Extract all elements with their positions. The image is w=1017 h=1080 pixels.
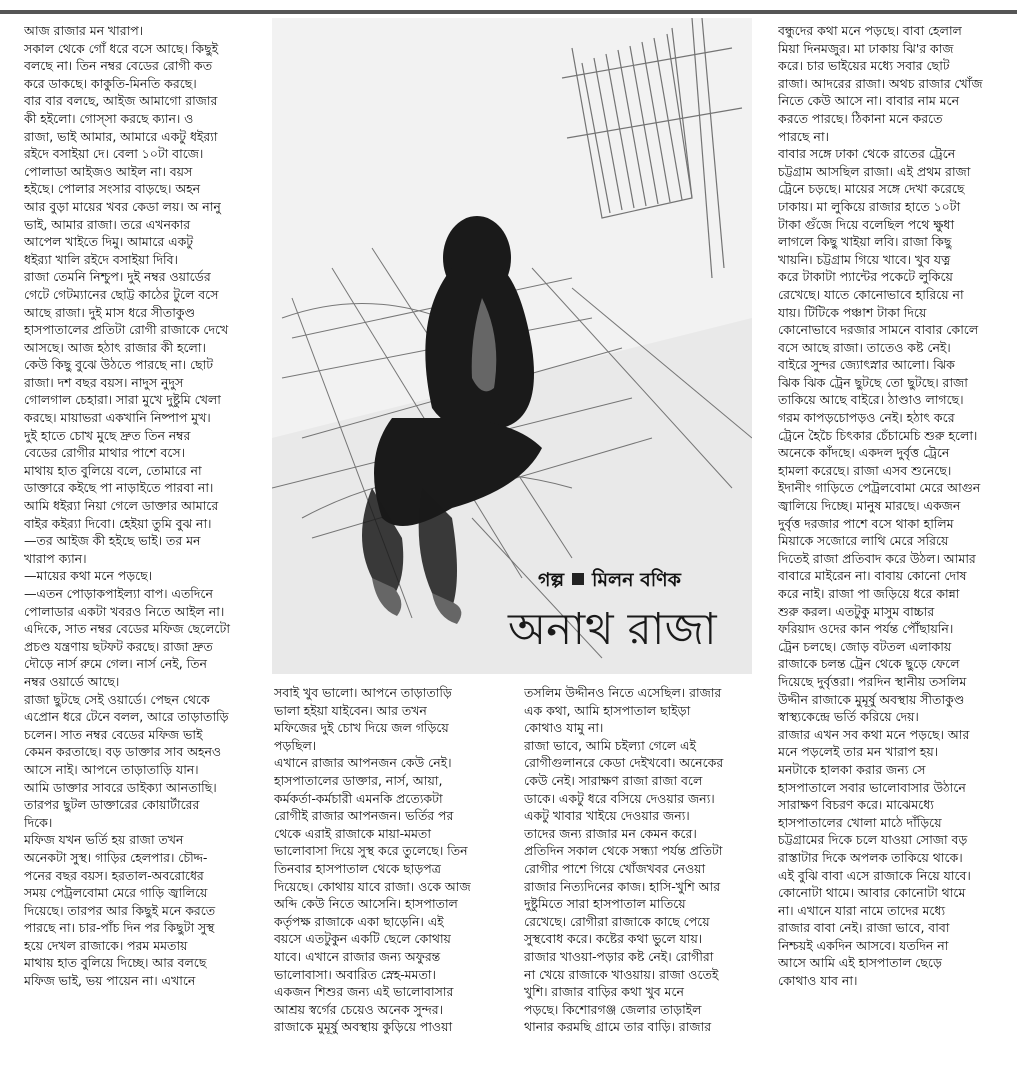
story-author: মিলন বণিক: [592, 569, 681, 591]
text-line: রাজা। দশ বছর বয়স। নাদুস নুদুস: [24, 374, 184, 390]
text-line: আর বুড়া মায়ের খবর কেডা লয়। অ নানু: [24, 198, 221, 214]
text-line: হয়ে দেখল রাজাকে। পরম মমতায়: [24, 937, 188, 953]
text-line: চট্টগ্রাম আসছিল রাজা। এই প্রথম রাজা: [778, 163, 971, 179]
text-line: নম্বর ওয়ার্ডে আছে।: [24, 673, 120, 689]
text-line: করে নাই। রাজা পা জড়িয়ে ধরে কান্না: [778, 586, 960, 601]
text-line: পড়ছিল।: [274, 737, 317, 753]
text-line: গোলগাল চেহারা। সারা মুখে দুষ্টুমি খেলা: [24, 392, 221, 408]
text-line: কোথাও যামু না।: [524, 720, 604, 736]
text-line: ঢাকায়। মা লুকিয়ে রাজার হাতে ১০টা: [778, 198, 961, 214]
text-line: করে। চার ভাইয়ের মধ্যে সবার ছোট: [778, 58, 950, 74]
text-line: এদিকে, সাত নম্বর বেডের মফিজ ছেলেটো: [24, 621, 230, 637]
story-genre: গল্প: [538, 569, 565, 591]
text-line: পারছে না।: [778, 128, 829, 144]
text-line: —তর আইজ কী হইছে ভাই। তর মন: [24, 533, 201, 549]
text-line: রাস্তাটার দিকে অপলক তাকিয়ে থাকে।: [778, 849, 963, 865]
text-line: রইদে বসাইয়া দে। বেলা ১০টা বাজে।: [24, 146, 204, 162]
text-line: রাজার এখন সব কথা মনে পড়ছে। আর: [778, 726, 970, 742]
text-line: রাজার বাবা নেই। রাজা ভাবে, বাবা: [778, 920, 950, 936]
text-line: প্রতিদিন সকাল থেকে সন্ধ্যা পর্যন্ত প্রতিটা: [524, 843, 723, 859]
text-line: দিয়েছে। কোথায় যাবে রাজা। ওকে আজ: [274, 878, 471, 894]
text-line: বয়সে এতটুকুন একটি ছেলে কোথায়: [274, 931, 451, 947]
text-line: বাবার সঙ্গে ঢাকা থেকে রাতের ট্রেনে: [778, 146, 956, 162]
text-line: রাজাকে চলন্ত ট্রেন থেকে ছুড়ে ফেলে: [778, 656, 960, 672]
text-line: আশ্রয় স্বর্গের চেয়েও অনেক সুন্দর।: [274, 1001, 443, 1017]
text-line: বসে আছে রাজা। তাতেও কষ্ট নেই।: [778, 339, 951, 355]
text-line: রাজা ভাবে, আমি চইল্যা গেলে এই: [524, 737, 696, 753]
text-line: সময় পেট্রলবোমা মেরে গাড়ি জ্বালিয়ে: [24, 885, 208, 901]
text-line: ঝিক ঝিক ট্রেন ছুটছে তো ছুটছে। রাজা: [778, 374, 968, 390]
text-line: ফরিয়াদ ওদের কান পর্যন্ত পৌঁছায়নি।: [778, 621, 954, 637]
text-line: রেখেছে। রোগীরা রাজাকে কাছে পেয়ে: [524, 913, 710, 929]
text-line: যায়। টিটিকে পঞ্চাশ টাকা দিয়ে: [778, 304, 927, 320]
text-line: উদ্দীন রাজাকে মুমূর্ষু অবস্থায় সীতাকুণ্ড: [778, 691, 965, 707]
text-line: দিয়েছে দুর্বৃত্তরা। পরদিন স্থানীয় তসলিম: [778, 673, 967, 689]
text-line: লাগলে কিছু খাইয়া লবি। রাজা কিছু: [778, 234, 952, 250]
text-line: আসে আমি এই হাসপাতাল ছেড়ে: [778, 955, 942, 971]
text-line: চলেন। সাত নম্বর বেডের মফিজ ভাই: [24, 726, 203, 742]
text-line: পনের বছর বয়স। হরতাল-অবরোধের: [24, 867, 204, 883]
text-line: গরম কাপড়চোপড়ও নেই। হঠাৎ করে: [778, 410, 955, 426]
story-byline: [538, 566, 681, 598]
text-line: অব্দি কেউ নিতে আসেনি। হাসপাতাল: [274, 896, 458, 912]
text-line: রাজা। আদরের রাজা। অথচ রাজার খোঁজ: [778, 75, 983, 91]
text-line: থেকে এরাই রাজাকে মায়া-মমতা: [274, 825, 431, 841]
text-line: যাবে। এখানে রাজার জন্য অফুরন্ত: [274, 948, 441, 964]
text-line: খুশি। রাজার বাড়ির কথা খুব মনে: [524, 984, 684, 1000]
text-line: মফিজ যখন ভর্তি হয় রাজা তখন: [24, 832, 184, 848]
text-line: দিতেই রাজা প্রতিবাদ করে উঠল। আমার: [778, 550, 976, 566]
text-line: কোনোভাবে দরজার সামনে বাবার কোলে: [778, 322, 979, 338]
text-line: একটু খাবার খাইয়ে দেওয়ার জন্য।: [524, 808, 690, 824]
text-line: শুরু করল। এতটুকু মাসুম বাচ্চার: [778, 603, 935, 619]
text-line: রাজাকে মুমূর্ষু অবস্থায় কুড়িয়ে পাওয়া: [274, 1019, 453, 1035]
text-line: বাইর কইর‌্যা দিবো। হেইয়া তুমি বুঝ না।: [24, 515, 212, 531]
text-line: হাসপাতালের ডাক্তার, নার্স, আয়া,: [274, 772, 443, 788]
text-line: রোগীর পাশে গিয়ে খোঁজখবর নেওয়া: [524, 860, 706, 876]
text-line: সুস্থবোধ করে। কষ্টের কথা ভুলে যায়।: [524, 931, 703, 947]
text-line: প্রচণ্ড যন্ত্রণায় ছটফট করছে। রাজা দ্রুত: [24, 638, 213, 654]
text-line: ট্রেনে চড়ছে। মায়ের সঙ্গে দেখা করেছে: [778, 181, 965, 197]
text-line: সবাই খুব ভালো। আপনে তাড়াতাড়ি: [274, 685, 452, 700]
text-line: হাসপাতালের খোলা মাঠে দাঁড়িয়ে: [778, 814, 942, 830]
text-line: বাইরে সুন্দর জ্যোৎস্নার আলো। ঝিক: [778, 357, 955, 373]
text-line: মনটাকে হালকা করার জন্য সে: [778, 761, 926, 777]
text-line: হাসপাতালের প্রতিটা রোগী রাজাকে দেখে: [24, 322, 229, 338]
text-line: ডাকে। একটু ধরে বসিয়ে দেওয়ার জন্য।: [524, 790, 715, 806]
text-line: কর্তৃপক্ষ রাজাকে একা ছাড়েনি। এই: [274, 913, 444, 929]
text-line: ইদানীং গাড়িতে পেট্রলবোমা মেরে আগুন: [778, 480, 981, 496]
text-line: রোগীই রাজার আপনজন। ভর্তির পর: [274, 808, 454, 824]
text-line: দুর্বৃত্ত দরজার পাশে বসে থাকা হালিম: [778, 515, 954, 531]
text-line: এপ্রোন ধরে টেনে বলল, আরে তাড়াতাড়ি: [24, 709, 229, 725]
text-line: তারপর ছুটল ডাক্তারের কোয়ার্টারের: [24, 797, 200, 813]
text-line: হামলা করেছে। রাজা এসব শুনেছে।: [778, 462, 952, 478]
text-line: রাজা, ভাই আমার, আমারে একটু ধইর‌্যা: [24, 128, 218, 144]
text-line: দৌড়ে নার্স রুমে গেল। নার্স নেই, তিন: [24, 656, 207, 672]
text-line: টাকা গুঁজে দিয়ে বলেছিল পথে ক্ষুধা: [778, 216, 955, 232]
text-line: একজন শিশুর জন্য এই ভালোবাসার: [274, 984, 454, 1000]
text-line: রাজা ছুটছে সেই ওয়ার্ডে। পেছন থেকে: [24, 691, 210, 707]
text-line: মনে পড়লেই তার মন খারাপ হয়।: [778, 744, 939, 760]
text-line: ভালোবাসা দিয়ে সুস্থ করে তুলেছে। তিন: [274, 843, 468, 859]
text-line: খায়নি। চট্টগ্রাম গিয়ে খাবে। খুব যত্ন: [778, 251, 951, 267]
text-line: —এতন পোড়াকপাইল্যা বাপ। এতদিনে: [24, 586, 213, 601]
text-column-4: [778, 22, 1013, 1072]
text-line: মিয়াকে সজোরে লাথি মেরে সরিয়ে: [778, 533, 949, 549]
text-line: অনেকে কাঁদছে। একদল দুর্বৃত্ত ট্রেনে: [778, 445, 950, 461]
text-line: নিশ্চয়ই একদিন আসবে। যতদিন না: [778, 937, 949, 953]
text-line: কেউ কিছু বুঝে উঠতে পারছে না। ছোট: [24, 357, 213, 373]
text-line: ভাই, আমার রাজা। তরে এখনকার: [24, 216, 191, 232]
text-line: মাথায় হাত বুলিয়ে বলে, তোমারে না: [24, 462, 202, 478]
text-line: তাদের জন্য রাজার মন কেমন করে।: [524, 825, 697, 841]
square-bullet-icon: [572, 573, 584, 585]
text-line: আছে রাজা। দুই মাস ধরে সীতাকুণ্ড: [24, 304, 196, 320]
text-line: নিতে কেউ আসে না। বাবার নাম মনে: [778, 93, 960, 109]
text-line: কর্মকর্তা-কর্মচারী এমনকি প্রত্যেকটা: [274, 790, 443, 806]
text-line: না। এখানে যারা নামে তাদের মধ্যে: [778, 902, 946, 918]
text-line: দিকে।: [24, 814, 53, 830]
text-line: বার বার বলছে, আইজ আমাগো রাজার: [24, 93, 218, 109]
text-line: আমি ধইর‌্যা নিয়া গেলে ডাক্তার আমারে: [24, 498, 219, 514]
text-line: অনেকটা সুস্থ। গাড়ির হেলপার। চৌদ্দ-: [24, 849, 208, 865]
text-line: আসছে। আজ হঠাৎ রাজার কী হলো।: [24, 339, 206, 355]
text-line: করে ডাকছে। কাকুতি-মিনতি করছে।: [24, 75, 197, 91]
text-line: আপেল খাইতে দিমু। আমারে একটু: [24, 234, 194, 250]
text-line: বন্ধুদের কথা মনে পড়ছে। বাবা হেলাল: [778, 23, 962, 38]
text-line: করছে। মায়াভরা একখানি নিষ্পাপ মুখ।: [24, 410, 211, 426]
text-line: —মায়ের কথা মনে পড়ছে।: [24, 568, 153, 584]
text-line: থানার করমছি গ্রামে তার বাড়ি। রাজার: [524, 1019, 712, 1035]
story-title: অনাথ রাজা: [508, 604, 717, 655]
text-line: ট্রেনে হৈচৈ চিৎকার চেঁচামেচি শুরু হলো।: [778, 427, 978, 443]
text-line: রেখেছে। যাতে কোনোভাবে হারিয়ে না: [778, 286, 964, 302]
text-column-3: [524, 684, 760, 1074]
text-line: ধইর‌্যা খালি রইদে বসাইয়া দিবি।: [24, 251, 178, 267]
text-line: আমি ডাক্তার সাবরে ডাইক্যা আনতাছি।: [24, 779, 217, 795]
text-line: মফিজ ভাই, ভয় পায়েন না। এখানে: [24, 973, 196, 989]
text-line: তিনবার হাসপাতাল থেকে ছাড়পত্র: [274, 860, 441, 876]
text-line: দুই হাতে চোখ মুছে দ্রুত তিন নম্বর: [24, 427, 191, 443]
text-line: কেমন করতাছে। বড় ডাক্তার সাব অহনও: [24, 744, 222, 760]
text-line: রোগীগুলানরে কেডা দেইখবো। অনেকের: [524, 755, 724, 771]
text-line: মিয়া দিনমজুর। মা ঢাকায় ঝি'র কাজ: [778, 40, 954, 56]
text-line: মাথায় হাত বুলিয়ে দিচ্ছে। আর বলছে: [24, 955, 207, 971]
top-rule: [0, 10, 1017, 14]
text-line: সকাল থেকে গোঁ ধরে বসে আছে। কিছুই: [24, 40, 219, 56]
text-line: করে টাকাটা প্যান্টের পকেটে লুকিয়ে: [778, 269, 953, 285]
text-line: হাসপাতালে সবার ভালোবাসার উঠানে: [778, 779, 966, 795]
text-line: এক কথা, আমি হাসপাতাল ছাইড়া: [524, 702, 691, 718]
text-line: রাজার খাওয়া-পড়ার কষ্ট নেই। রোগীরা: [524, 948, 714, 964]
text-line: ডাক্তারে কইছে পা নাড়াইতে পারবা না।: [24, 480, 214, 496]
text-line: রাজার নিত্যদিনের কাজ। হাসি-খুশি আর: [524, 878, 721, 894]
text-line: ট্রেন চলছে। জোড় বটতল এলাকায়: [778, 638, 952, 654]
text-line: এই বুঝি বাবা এসে রাজাকে নিয়ে যাবে।: [778, 867, 971, 883]
text-line: জ্বালিয়ে দিচ্ছে। মানুষ মারছে। একজন: [778, 498, 961, 514]
text-line: কোথাও যাব না।: [778, 973, 858, 989]
text-line: বাবারে মাইরেন না। বাবায় কোনো দোষ: [778, 568, 967, 584]
text-line: না খেয়ে রাজাকে খাওয়ায়। রাজা ওতেই: [524, 966, 719, 982]
text-line: দুষ্টুমিতে সারা হাসপাতাল মাতিয়ে: [524, 896, 686, 912]
text-line: আসে নাই। আপনে তাড়াতাড়ি যান।: [24, 761, 199, 777]
text-line: এখানে রাজার আপনজন কেউ নেই।: [274, 755, 452, 771]
text-line: খারাপ ক্যান।: [24, 550, 87, 566]
text-line: কোনোটা থামে। আবার কোনোটা থামে: [778, 885, 966, 901]
text-column-1: [24, 22, 268, 1072]
text-line: রাজা তেমনি নিশ্চুপ। দুই নম্বর ওয়ার্ডের: [24, 269, 211, 285]
text-line: পোলাডার একটা খবরও নিতে আইল না।: [24, 603, 225, 619]
text-line: তাকিয়ে আছে বাইরে। ঠাণ্ডাও লাগছে।: [778, 392, 964, 408]
text-line: পোলাডা আইজও আইল না। বয়স: [24, 163, 193, 179]
text-line: করতে পারছে। ঠিকানা মনে করতে: [778, 110, 943, 126]
text-line: কেউ নেই। সারাক্ষণ রাজা রাজা বলে: [524, 772, 703, 788]
text-line: ভালোবাসা। অবারিত স্নেহ-মমতা।: [274, 966, 436, 982]
text-line: কী হইলো। গোস্‌সা করছে ক্যান। ও: [24, 110, 194, 126]
text-line: ভালা হইয়া যাইবেন। আর তখন: [274, 702, 427, 718]
text-line: তসলিম উদ্দীনও নিতে এসেছিল। রাজার: [524, 685, 722, 700]
text-line: সারাক্ষণ বিচরণ করে। মাঝেমধ্যে: [778, 797, 934, 813]
text-line: আজ রাজার মন খারাপ।: [24, 23, 144, 38]
text-line: বলছে না। তিন নম্বর বেডের রোগী কত: [24, 58, 213, 74]
text-line: গেটে গেটম্যানের ছোট্ট কাঠের টুলে বসে: [24, 286, 219, 302]
text-line: বেডের রোগীর মাথার পাশে বসে।: [24, 445, 186, 461]
text-line: পড়ছে। কিশোরগঞ্জ জেলার তাড়াইল: [524, 1001, 702, 1017]
text-line: মফিজের দুই চোখ দিয়ে জল গড়িয়ে: [274, 720, 449, 736]
text-line: চট্টগ্রামের দিকে চলে যাওয়া সোজা বড়: [778, 832, 968, 848]
text-column-2: [274, 684, 510, 1074]
text-line: দিয়েছে। তারপর আর কিছুই মনে করতে: [24, 902, 216, 918]
text-line: পারছে না। চার-পাঁচ দিন পর কিছুটা সুস্থ: [24, 920, 215, 936]
text-line: স্বাস্থ্যকেন্দ্রে ভর্তি করিয়ে দেয়।: [778, 709, 919, 725]
text-line: হইছে। পোলার সংসার বাড়ছে। অহন: [24, 181, 201, 197]
